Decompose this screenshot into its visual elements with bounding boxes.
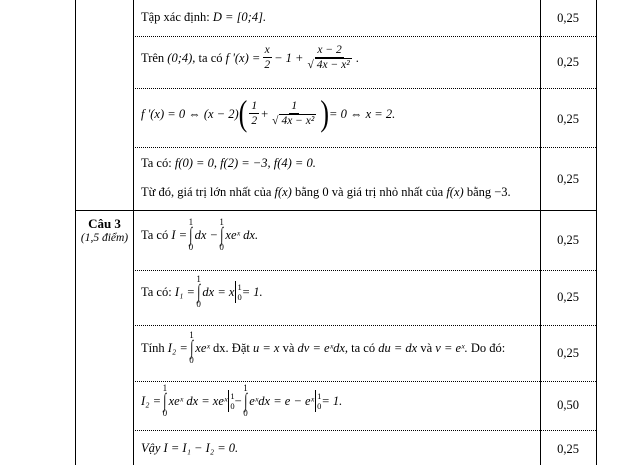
row-text: và — [282, 340, 295, 355]
integral-sign: 1 ∫ 0 — [162, 383, 168, 418]
math-expression: f '(x) = 0 ⇔ (x − 2) — [141, 106, 239, 121]
answer-table — [75, 0, 597, 465]
math-expression: v = eˣ. — [435, 340, 468, 355]
question-label — [76, 216, 133, 244]
math-expression: f(x) — [274, 185, 292, 199]
row-text: Ta có: — [141, 284, 172, 299]
content-row-integral-i2 — [141, 331, 505, 365]
math-expression: u = x — [252, 340, 280, 355]
row-divider — [133, 147, 596, 148]
math-expression: I₂ = — [141, 393, 162, 408]
denominator: √ 4x − x² — [272, 115, 315, 127]
math-expression: xeˣ — [168, 393, 184, 408]
row-text: bằng 0 và giá trị nhỏ nhất của — [294, 185, 444, 199]
math-expression: xeˣ — [225, 227, 241, 242]
row-text: Ta có — [141, 227, 169, 242]
denominator: √ 4x − x² — [307, 59, 350, 71]
upper-limit: 1 — [237, 282, 242, 292]
row-text: Do đó: — [470, 340, 506, 355]
row-text: ta có — [198, 50, 223, 65]
question-title: Câu 3 — [88, 216, 121, 231]
question-points: (1,5 điểm) — [80, 232, 129, 244]
upper-limit: 1 — [196, 274, 201, 284]
math-expression: − — [234, 393, 242, 408]
fraction — [305, 44, 353, 72]
content-row-integral-i — [141, 218, 258, 252]
row-text: Tính — [141, 340, 165, 355]
math-expression: = 1. — [241, 284, 263, 299]
math-expression: xeˣ — [195, 340, 210, 355]
fraction — [262, 44, 272, 72]
row-divider — [133, 270, 596, 271]
row-text: Tập xác định: — [141, 10, 210, 24]
score-cell: 0,25 — [557, 11, 579, 25]
row-divider — [133, 36, 596, 37]
math-expression: (0;4), — [167, 50, 196, 65]
lower-limit: 0 — [162, 408, 168, 418]
score-cell: 0,25 — [557, 112, 579, 126]
math-expression: − 1 + — [274, 50, 304, 65]
math-expression: du = dx — [378, 340, 418, 355]
math-expression: dx. — [243, 227, 259, 242]
row-text: dx. Đặt — [213, 340, 250, 355]
denominator: 2 — [251, 115, 258, 127]
evaluation-bar — [315, 390, 316, 412]
content-row-values — [141, 156, 316, 171]
integral-sign: 1 ∫ 0 — [189, 330, 194, 365]
math-expression: = 1. — [321, 393, 343, 408]
row-text: Trên — [141, 50, 165, 65]
math-expression: I₁ = — [174, 284, 195, 299]
radicand: 4x − x² — [316, 59, 350, 71]
lower-limit: 0 — [317, 401, 322, 411]
math-expression: Vậy I = I₁ − I₂ = 0. — [141, 441, 239, 455]
integral-sign: 1 ∫ 0 — [219, 217, 224, 252]
score-cell: 0,25 — [557, 290, 579, 304]
math-expression: dx − — [194, 227, 218, 242]
upper-limit: 1 — [243, 383, 248, 393]
math-expression: f '(x) = — [225, 50, 261, 65]
lower-limit: 0 — [196, 299, 201, 309]
math-expression: dv = eˣdx, — [297, 340, 349, 355]
lower-limit: 0 — [243, 408, 248, 418]
numerator: 1 — [251, 100, 258, 112]
paren-close: ) — [320, 93, 330, 134]
math-expression: f(0) = 0, f(2) = −3, f(4) = 0. — [174, 156, 316, 170]
math-expression: I = — [171, 227, 188, 242]
content-row-derivative: Trên (0;4), ta có f '(x) = $\frac{x}{2}$ − 1 + $\frac{x - 2}{\text{√ 4x − x²}}$ . — [141, 44, 359, 71]
fraction — [249, 100, 259, 128]
content-row-result — [141, 441, 238, 456]
math-expression: dx = xeˣ — [186, 393, 228, 408]
lower-limit: 0 — [188, 242, 194, 252]
integral-sign: 1 ∫ 0 — [243, 383, 248, 418]
score-cell: 0,25 — [557, 442, 579, 456]
section-divider — [76, 210, 596, 211]
row-text: ta có — [351, 340, 376, 355]
paren-open: ( — [238, 93, 248, 134]
row-divider — [133, 381, 596, 382]
row-divider — [133, 325, 596, 326]
evaluation-bar — [228, 390, 229, 412]
numerator: x − 2 — [317, 44, 342, 56]
score-cell: 0,25 — [557, 55, 579, 69]
content-row-conclusion — [141, 185, 511, 200]
upper-limit: 1 — [317, 391, 322, 401]
integral-sign: 1 ∫ 0 — [188, 217, 194, 252]
integral-sign: 1 ∫ 0 — [196, 274, 201, 309]
content-row-integral-i1 — [141, 275, 263, 309]
upper-limit: 1 — [188, 217, 194, 227]
column-divider-left — [133, 0, 134, 465]
row-text: bằng −3. — [466, 185, 511, 199]
numerator: x — [264, 44, 270, 56]
math-expression: D = [0;4]. — [212, 10, 267, 24]
row-text: Từ đó, giá trị lớn nhất của — [141, 185, 272, 199]
score-cell: 0,25 — [557, 172, 579, 186]
lower-limit: 0 — [189, 355, 194, 365]
row-divider — [133, 88, 596, 89]
math-expression: f(x) — [446, 185, 464, 199]
score-cell: 0,50 — [557, 398, 579, 412]
score-cell: 0,25 — [557, 233, 579, 247]
math-expression: eˣdx = e − eˣ — [249, 393, 315, 408]
lower-limit: 0 — [237, 292, 242, 302]
upper-limit: 1 — [189, 330, 194, 340]
content-row-critical — [141, 93, 396, 134]
score-cell: 0,25 — [557, 346, 579, 360]
upper-limit: 1 — [219, 217, 224, 227]
row-divider — [133, 430, 596, 431]
content-row-by-parts — [141, 384, 342, 418]
fraction — [270, 100, 318, 128]
numerator: 1 — [291, 100, 298, 112]
upper-limit: 1 — [162, 383, 168, 393]
math-expression: = 0 ⇔ x = 2. — [329, 106, 396, 121]
math-expression: dx = x — [202, 284, 235, 299]
denominator: 2 — [264, 59, 271, 71]
math-expression: + — [261, 106, 269, 121]
row-text: Ta có: — [141, 156, 172, 170]
evaluation-bar — [235, 281, 236, 303]
content-row-domain — [141, 10, 266, 25]
upper-limit: 1 — [230, 391, 235, 401]
lower-limit: 0 — [219, 242, 224, 252]
row-text: và — [420, 340, 433, 355]
lower-limit: 0 — [230, 401, 235, 411]
radicand: 4x − x² — [281, 115, 315, 127]
math-expression: I₂ = — [167, 340, 188, 355]
